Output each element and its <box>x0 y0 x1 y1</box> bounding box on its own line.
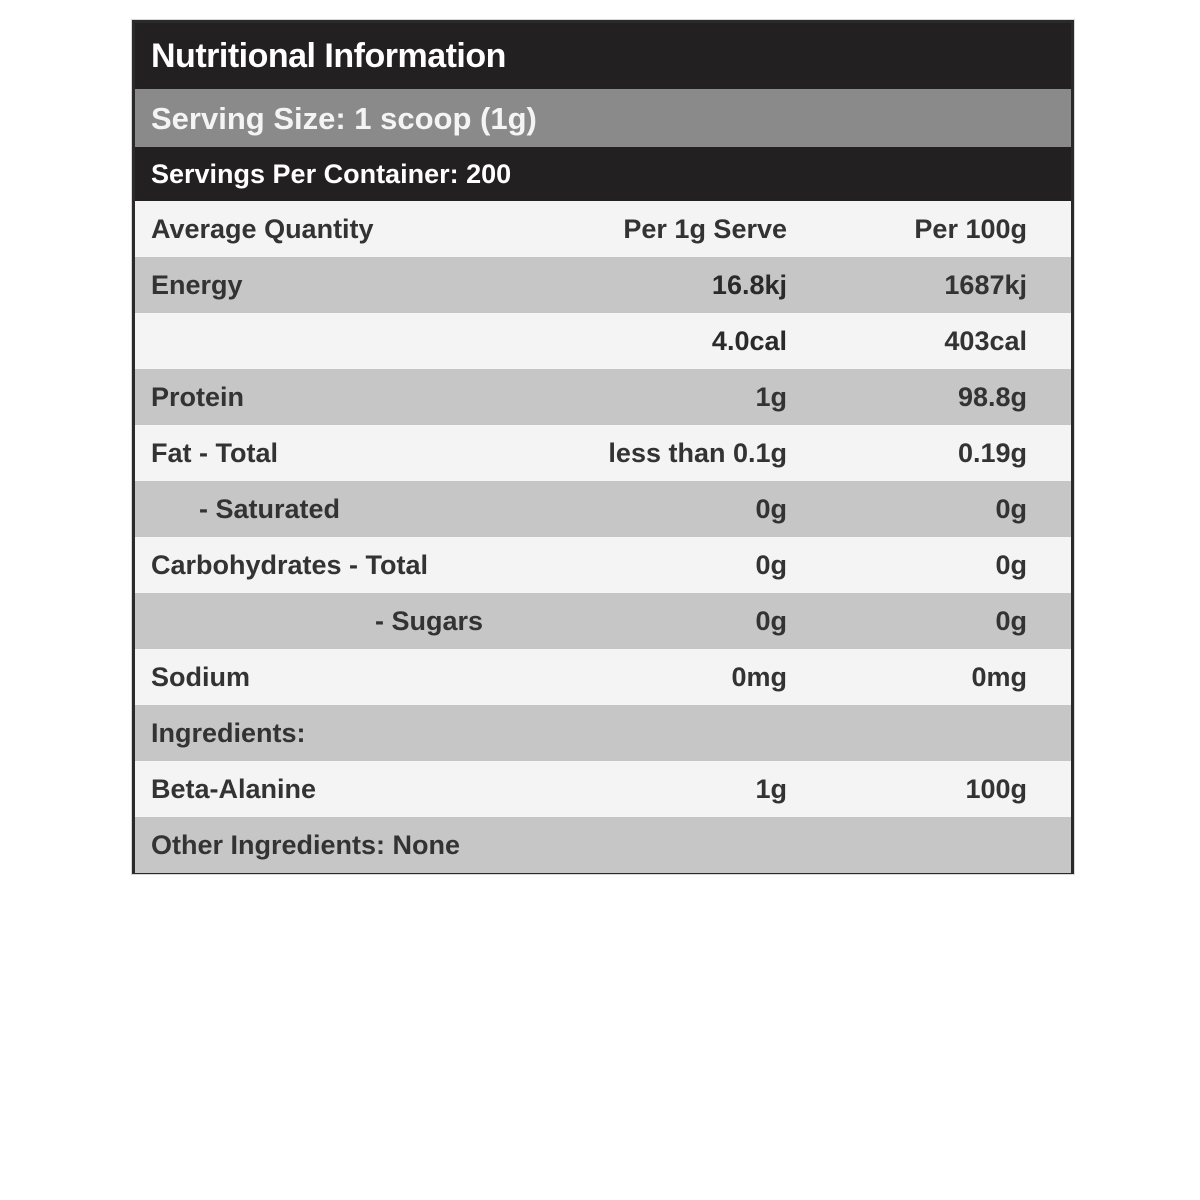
row-per-100g: 0g <box>995 494 1027 524</box>
serving-size-bar <box>135 89 1071 147</box>
title-bar <box>135 23 1071 89</box>
table-row-carbohydrates-total <box>135 537 1071 593</box>
row-name: - Saturated <box>199 494 341 524</box>
row-name: Protein <box>151 382 245 412</box>
row-per-serve: 0g <box>755 550 787 580</box>
table-header-row <box>135 201 1071 257</box>
row-name: Sodium <box>151 662 250 692</box>
header-per-serve: Per 1g Serve <box>623 214 787 244</box>
row-per-serve: less than 0.1g <box>608 438 787 468</box>
table-row-energy <box>135 257 1071 313</box>
row-per-100g: 0.19g <box>957 438 1027 468</box>
row-per-serve: 1g <box>755 774 787 804</box>
row-per-100g: 403cal <box>944 326 1027 356</box>
table-row-beta-alanine <box>135 761 1071 817</box>
row-name: Other Ingredients: None <box>151 830 461 860</box>
table-row-sodium <box>135 649 1071 705</box>
nutrition-panel <box>132 20 1074 874</box>
row-per-100g: 0g <box>995 606 1027 636</box>
table-row-energy-cal <box>135 313 1071 369</box>
servings-per-container-bar <box>135 147 1071 201</box>
row-per-100g: 1687kj <box>944 270 1027 300</box>
table-row-sugars <box>135 593 1071 649</box>
table-row-fat-total <box>135 425 1071 481</box>
row-name: Carbohydrates - Total <box>151 550 429 580</box>
servings-per-container: Servings Per Container: 200 <box>151 159 512 189</box>
header-average-quantity: Average Quantity <box>151 214 374 244</box>
serving-size: Serving Size: 1 scoop (1g) <box>151 101 537 136</box>
table-row-protein <box>135 369 1071 425</box>
row-per-100g: 98.8g <box>957 382 1027 412</box>
row-name: Energy <box>151 270 243 300</box>
table-row-ingredients-heading <box>135 705 1071 761</box>
row-name: Fat - Total <box>151 438 278 468</box>
row-name: Ingredients: <box>151 718 306 748</box>
row-per-serve: 1g <box>755 382 787 412</box>
row-per-serve: 0mg <box>731 662 787 692</box>
row-per-100g: 0mg <box>971 662 1027 692</box>
row-per-serve: 0g <box>755 494 787 524</box>
header-per-100g: Per 100g <box>914 214 1027 244</box>
row-name: Beta-Alanine <box>151 774 317 804</box>
row-per-100g: 0g <box>995 550 1027 580</box>
table-row-other-ingredients <box>135 817 1071 873</box>
row-per-serve: 0g <box>755 606 787 636</box>
panel-title: Nutritional Information <box>151 37 506 75</box>
row-name: - Sugars <box>375 606 484 636</box>
row-per-100g: 100g <box>965 774 1027 804</box>
row-per-serve: 4.0cal <box>711 326 787 356</box>
table-row-saturated <box>135 481 1071 537</box>
row-per-serve: 16.8kj <box>711 270 787 300</box>
